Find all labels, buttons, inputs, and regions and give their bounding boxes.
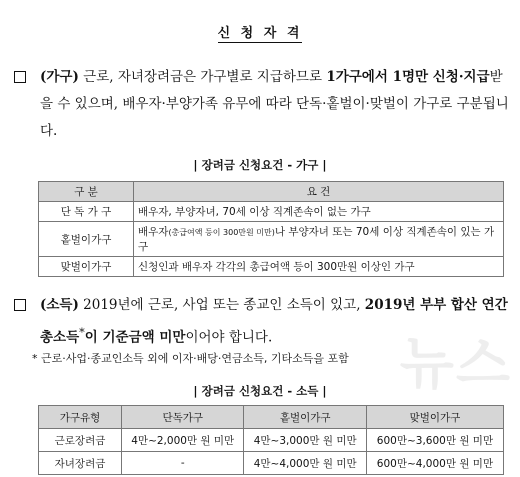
section-income bbox=[40, 292, 510, 352]
footnote-mark: * bbox=[79, 326, 85, 339]
section-income-bold-a: 2019년 부부 합산 연간 총소득 bbox=[40, 297, 508, 346]
table-household bbox=[38, 181, 504, 277]
page-title: 신 청 자 격 bbox=[217, 26, 303, 41]
section-income-text-a: 2019년에 근로, 사업 또는 종교인 소득이 있고, bbox=[78, 297, 365, 313]
table-row bbox=[39, 257, 504, 277]
section-household-bold: 1가구에서 1명만 신청·지급 bbox=[326, 69, 490, 85]
table-cell: 4만~3,000만 원 미만 bbox=[244, 429, 366, 452]
section-household-text-b: 받을 수 있으며, 배우자·부양가족 유무에 따라 단독·홑벌이·맞벌이 가구로 구분됩니다. bbox=[40, 69, 509, 139]
table-row bbox=[39, 202, 504, 222]
table-header-cell: 맞벌이가구 bbox=[366, 406, 503, 429]
table-header-cell: 홑벌이가구 bbox=[244, 406, 366, 429]
table-cell: 4만~2,000만 원 미만 bbox=[122, 429, 244, 452]
section-household-text-a: 근로, 자녀장려금은 가구별로 지급하므로 bbox=[78, 69, 327, 85]
table-header-cell: 단독가구 bbox=[122, 406, 244, 429]
table-header-row bbox=[39, 182, 504, 202]
table-row bbox=[39, 222, 504, 257]
section-income-heading: (소득) bbox=[40, 297, 79, 313]
table-cell: 단 독 가 구 bbox=[39, 202, 134, 222]
section-income-bold-b: 이 기준금액 미만 bbox=[84, 329, 186, 346]
section-income-text-b: 이어야 합니다. bbox=[185, 329, 273, 346]
table-cell: 근로장려금 bbox=[39, 429, 122, 452]
section-household bbox=[40, 64, 510, 145]
table-header-row bbox=[39, 406, 504, 429]
checkbox-icon bbox=[14, 299, 26, 311]
table-cell: 4만~4,000만 원 미만 bbox=[244, 452, 366, 475]
table-cell: 맞벌이가구 bbox=[39, 257, 134, 277]
table-cell: - bbox=[122, 452, 244, 475]
watermark: 뉴스 bbox=[399, 332, 512, 397]
table-cell: 배우자(총급여액 등이 300만원 미만)나 부양자녀 또는 70세 이상 직계존속이 있는 가구 bbox=[134, 222, 504, 257]
table-cell: 홑벌이가구 bbox=[39, 222, 134, 257]
table-header-cell: 구 분 bbox=[39, 182, 134, 202]
table-income bbox=[38, 405, 504, 475]
table-header-cell: 가구유형 bbox=[39, 406, 122, 429]
table-household-caption: | 장려금 신청요건 - 가구 | bbox=[193, 158, 327, 172]
table-row bbox=[39, 429, 504, 452]
table-cell: 자녀장려금 bbox=[39, 452, 122, 475]
footnote: * 근로·사업·종교인소득 외에 이자·배당·연금소득, 기타소득을 포함 bbox=[32, 352, 349, 365]
table-cell: 신청인과 배우자 각각의 총급여액 등이 300만원 이상인 가구 bbox=[134, 257, 504, 277]
checkbox-icon bbox=[14, 71, 26, 83]
table-cell: 배우자, 부양자녀, 70세 이상 직계존속이 없는 가구 bbox=[134, 202, 504, 222]
table-cell: 600만~4,000만 원 미만 bbox=[366, 452, 503, 475]
table-header-cell: 요 건 bbox=[134, 182, 504, 202]
table-row bbox=[39, 452, 504, 475]
section-household-heading: (가구) bbox=[40, 69, 79, 85]
table-income-caption: | 장려금 신청요건 - 소득 | bbox=[193, 384, 327, 398]
table-cell: 600만~3,600만 원 미만 bbox=[366, 429, 503, 452]
